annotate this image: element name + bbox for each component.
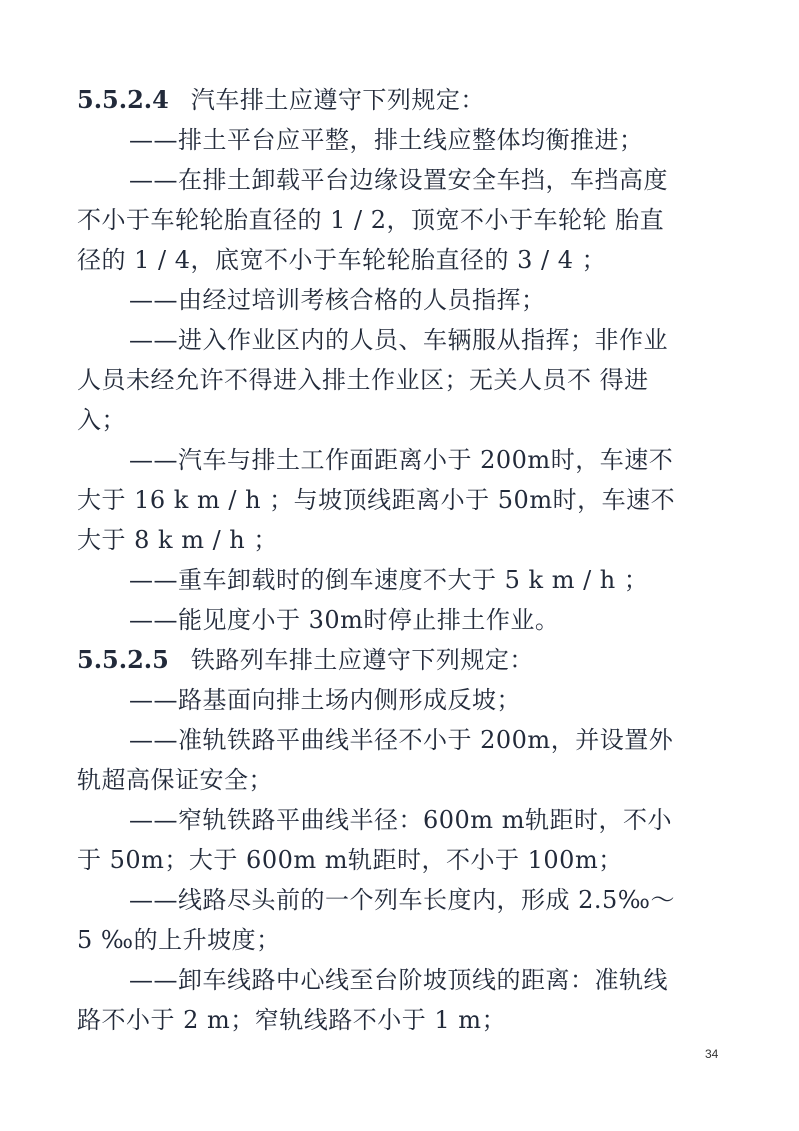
paragraph-line: ——在排土卸载平台边缘设置安全车挡，车挡高度 [129,166,668,194]
paragraph-line: 人员未经允许不得进入排土作业区；无关人员不 得进 [77,366,649,394]
paragraph-line: ——卸车线路中心线至台阶坡顶线的距离：准轨线 [129,966,668,994]
paragraph-line: 大于 16 k m / h ；与坡顶线距离小于 50m时，车速不 [77,486,676,514]
section-title: 铁路列车排土应遵守下列规定： [190,646,534,674]
page-number: 34 [705,1047,719,1061]
paragraph-line: 不小于车轮轮胎直径的 1 / 2，顶宽不小于车轮轮 胎直 [77,206,665,234]
paragraph-line: 轨超高保证安全； [77,766,273,794]
paragraph-line: ——排土平台应平整，排土线应整体均衡推进； [129,126,644,154]
section-number: 5.5.2.5 [77,645,169,674]
section-heading-5-5-2-5 [77,642,534,678]
paragraph-line: ——窄轨铁路平曲线半径：600m m轨距时，不小 [129,806,672,834]
paragraph-line: 5 ‰的上升坡度； [77,926,281,954]
paragraph-line: ——重车卸载时的倒车速度不大于 5 k m / h ； [129,566,649,594]
paragraph-line: ——路基面向排土场内侧形成反坡； [129,686,521,714]
paragraph-line: 径的 1 / 4，底宽不小于车轮轮胎直径的 3 / 4 ； [77,246,607,274]
paragraph-line: ——由经过培训考核合格的人员指挥； [129,286,546,314]
paragraph-line: ——准轨铁路平曲线半径不小于 200m，并设置外 [129,726,674,754]
paragraph-line: ——进入作业区内的人员、车辆服从指挥；非作业 [129,326,668,354]
paragraph-line: 入； [77,406,126,434]
paragraph-line: 路不小于 2 m；窄轨线路不小于 1 m； [77,1006,507,1034]
section-title: 汽车排土应遵守下列规定： [190,86,485,114]
paragraph-line: ——能见度小于 30m时停止排土作业。 [129,606,560,634]
section-heading-5-5-2-4 [77,82,485,118]
paragraph-line: 于 50m；大于 600m m轨距时，不小于 100m； [77,846,623,874]
section-number: 5.5.2.4 [77,85,169,114]
paragraph-line: ——线路尽头前的一个列车长度内，形成 2.5‰～ [129,886,675,914]
paragraph-line: ——汽车与排土工作面距离小于 200m时，车速不 [129,446,674,474]
paragraph-line: 大于 8 k m / h ； [77,526,278,554]
